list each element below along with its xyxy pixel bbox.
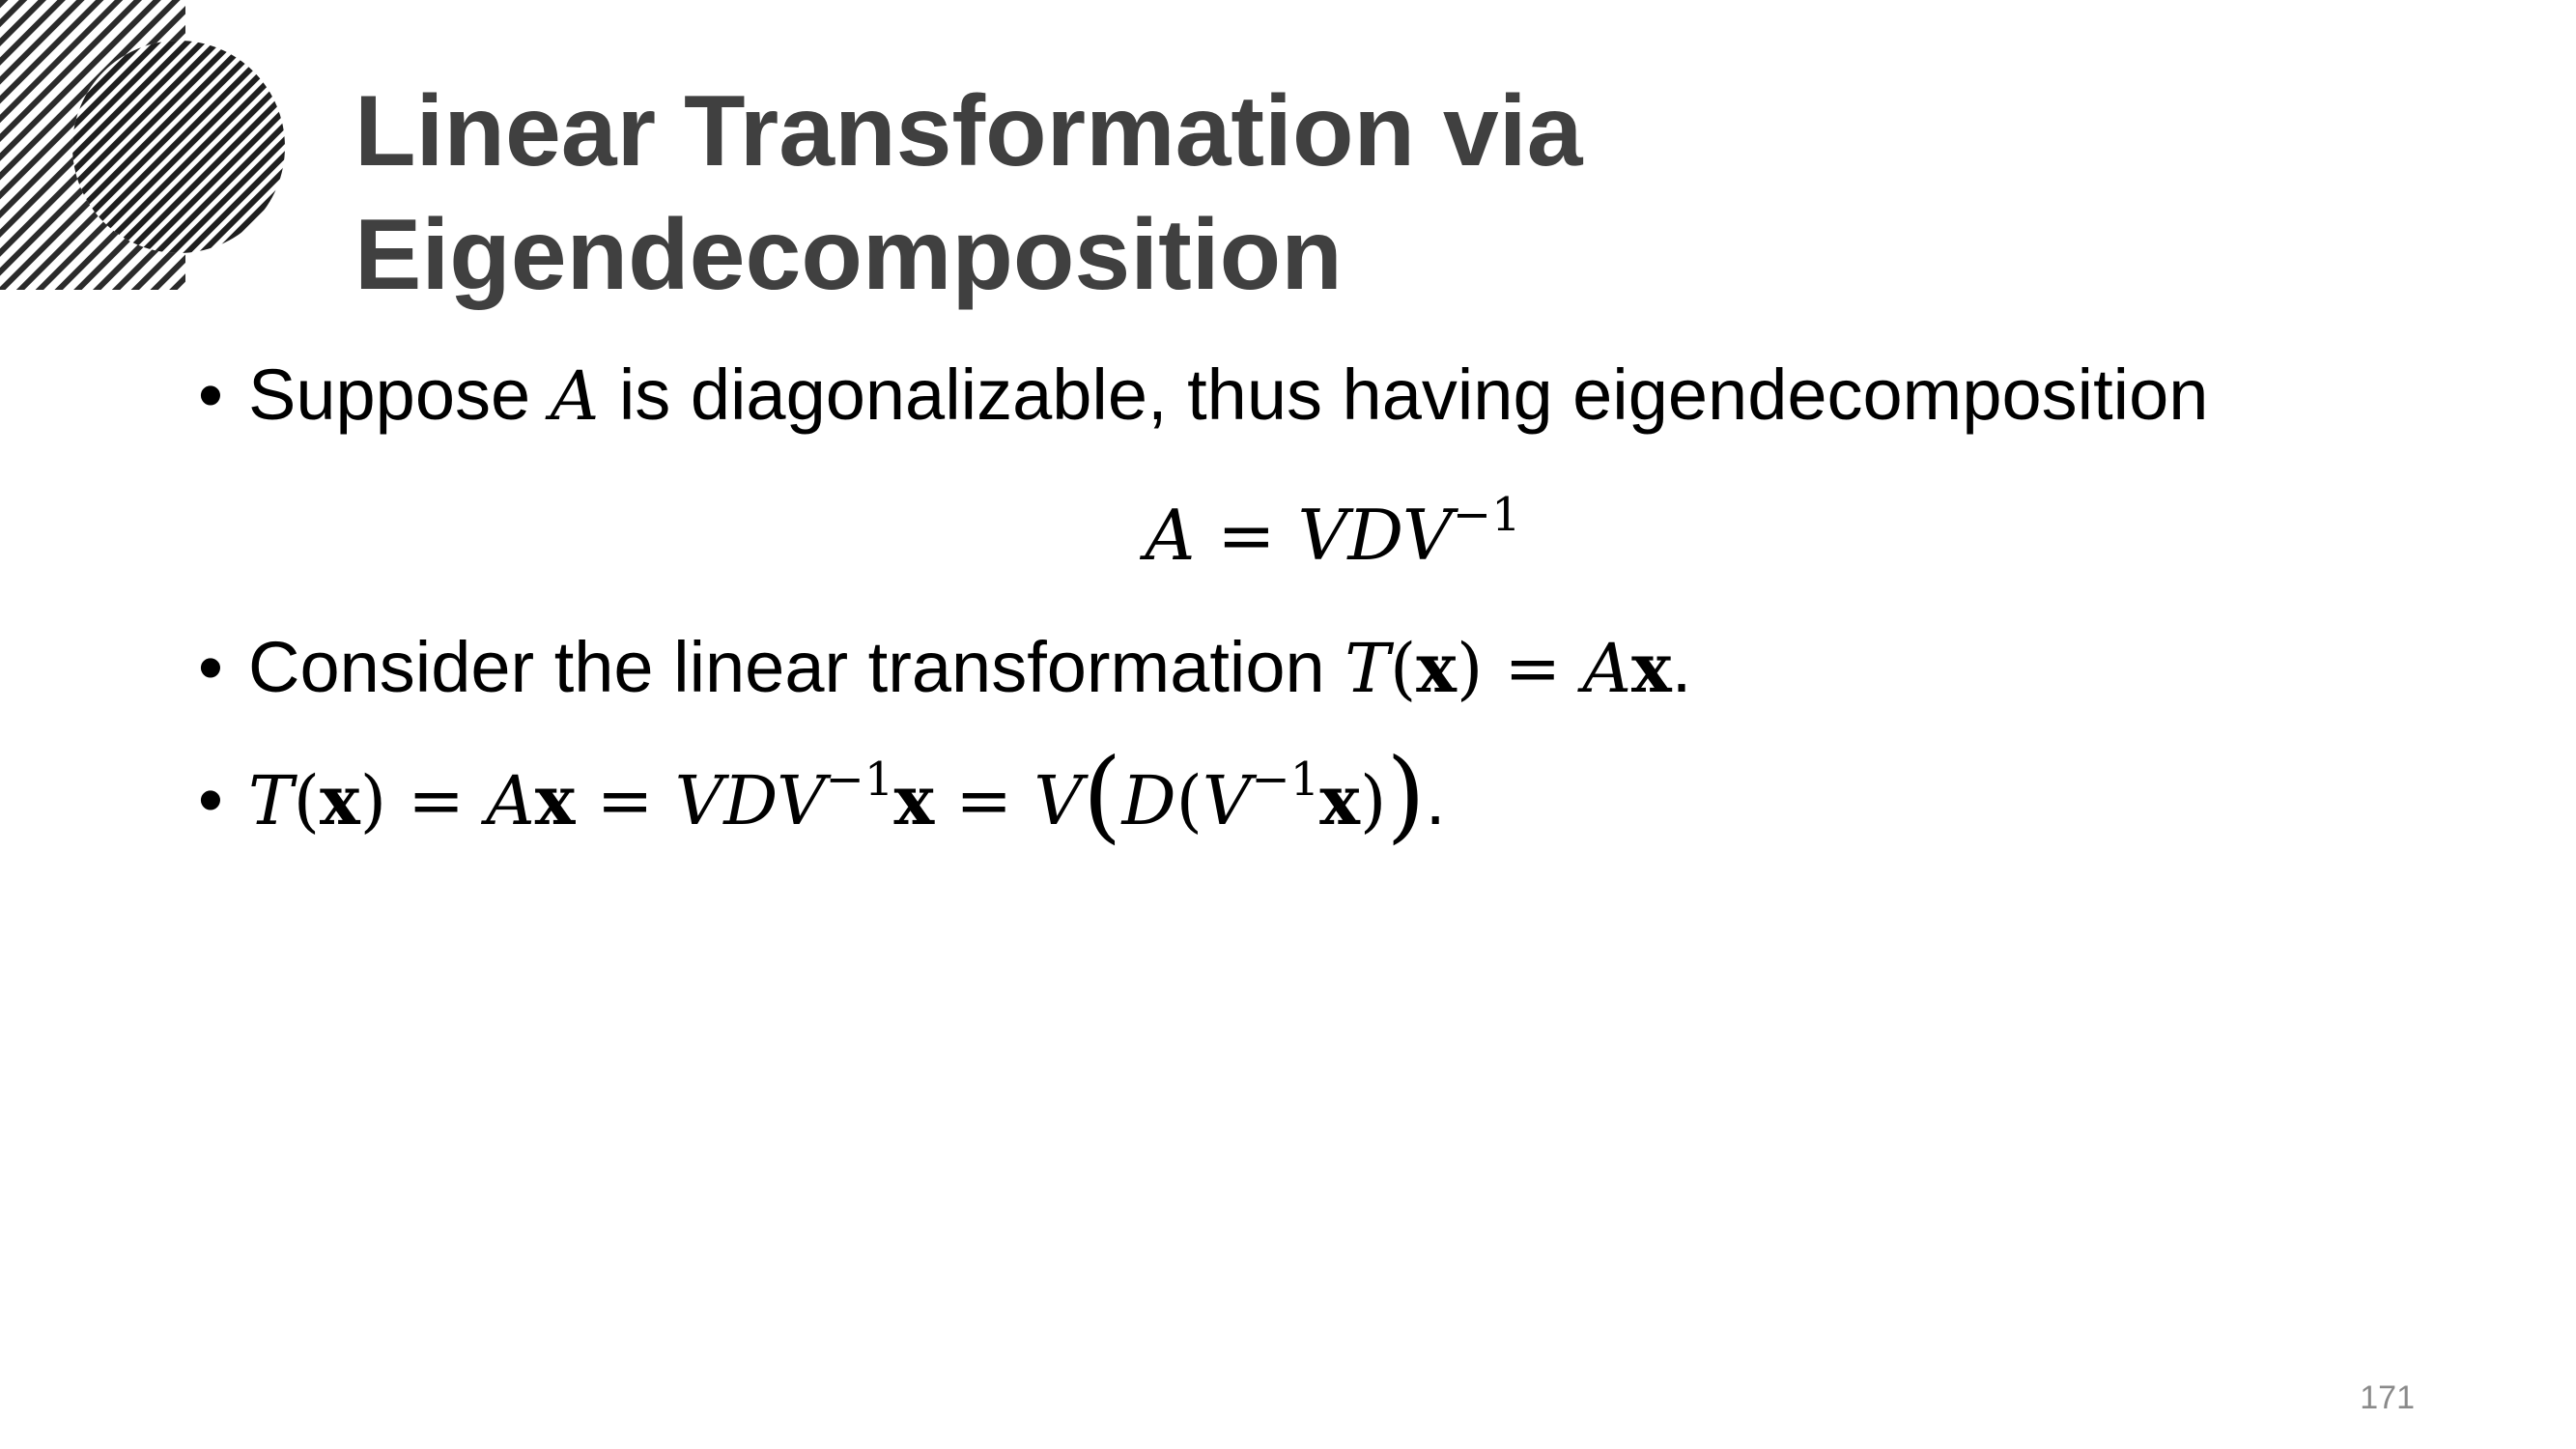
equation-rhs: VDV <box>1297 495 1453 576</box>
bullet-1-suffix: is diagonalizable, thus having eigendecomposition <box>599 355 2209 435</box>
hatched-corner-decoration <box>0 0 290 290</box>
slide-title: Linear Transformation via Eigendecomposition <box>354 75 1583 311</box>
page-number: 171 <box>2360 1379 2415 1416</box>
bullet-dot: • <box>198 355 223 435</box>
equation-exponent: −1 <box>1452 488 1521 542</box>
bullet-dot: • <box>198 627 223 707</box>
eigendecomposition-equation <box>0 488 2576 576</box>
bullet-dot: • <box>198 759 223 839</box>
equation-equals: = <box>1217 495 1276 576</box>
decomposed-transformation-formula: $T(x) = Ax = VDV^{-1}x = V(D(V^{-1}x))$ <box>248 736 1426 854</box>
bullet-decomposed-transformation <box>198 736 1445 854</box>
bullet-diagonalizable <box>198 354 2208 436</box>
transformation-formula: T(x) = Ax <box>1345 628 1672 708</box>
matrix-a-variable: A <box>550 356 600 436</box>
bullet-1-prefix: Suppose <box>248 355 551 435</box>
bullet-linear-transformation <box>198 626 1691 708</box>
bullet-2-prefix: Consider the linear transformation <box>248 627 1345 707</box>
equation-lhs: A <box>1145 495 1196 576</box>
bullet-3-suffix: . <box>1425 759 1446 839</box>
bullet-2-suffix: . <box>1671 627 1692 707</box>
